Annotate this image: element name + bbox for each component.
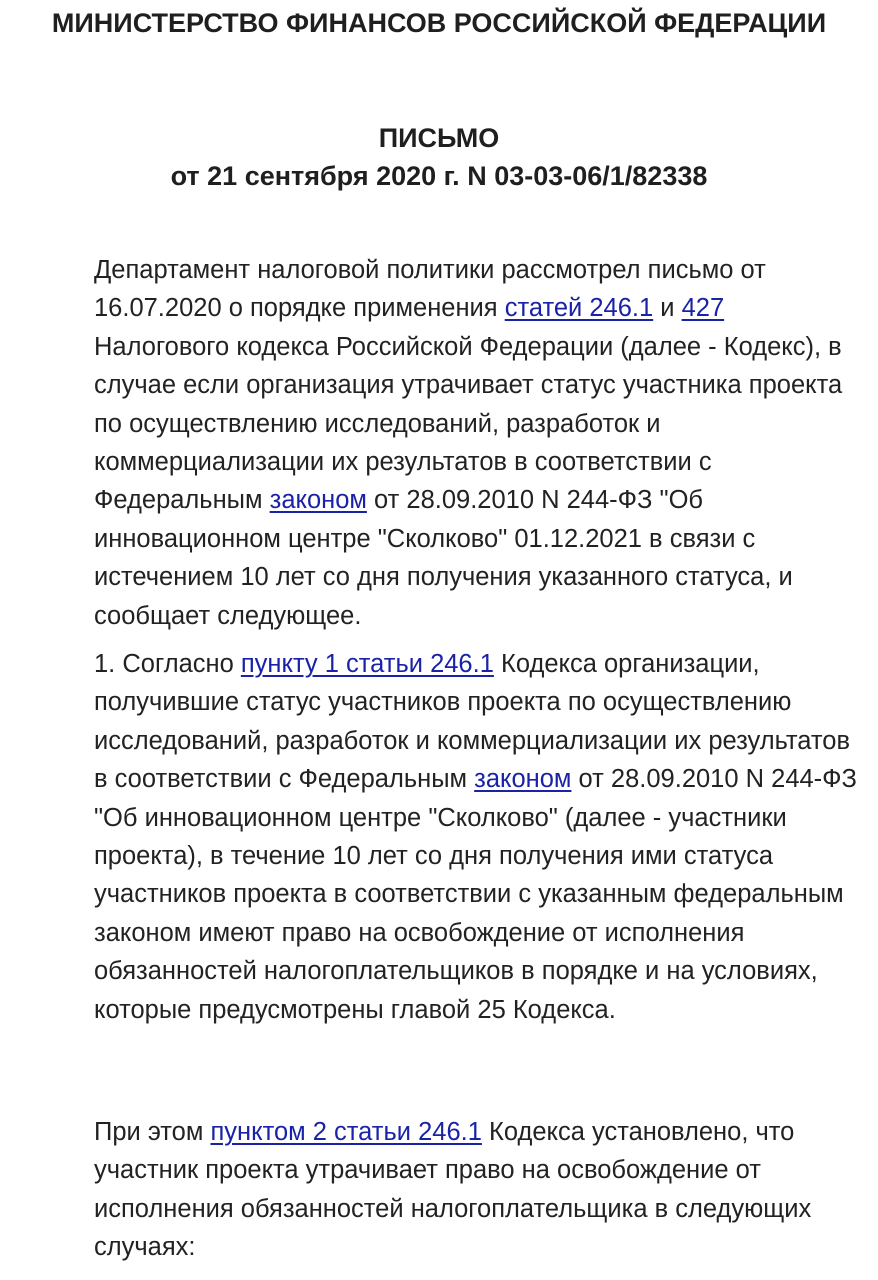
paragraph-text: и xyxy=(653,294,682,323)
link-federal-law[interactable]: законом xyxy=(269,486,367,515)
paragraph-text: Кодекса организации, получившие статус участников проекта по осуществлению исследований, разработок и коммерциализации их результатов в соответствии с Федеральным xyxy=(94,650,851,794)
ministry-title: МИНИСТЕРСТВО ФИНАНСОВ РОССИЙСКОЙ ФЕДЕРАЦИИ xyxy=(51,8,827,38)
paragraph-text: При этом xyxy=(94,1118,211,1146)
paragraph-intro xyxy=(94,251,866,635)
link-articles-246-1[interactable]: статей 246.1 xyxy=(504,294,654,323)
paragraph-text: Налогового кодекса Российской Федерации (далее - Кодекс), в случае если организация утрачивает статус участника проекта по осуществлению исследований, разработок и коммерциализации их результатов в соответствии с Федеральным xyxy=(94,332,843,515)
document-date-number: от 21 сентября 2020 г. N 03-03-06/1/82338 xyxy=(170,161,708,191)
paragraph-text: от 28.09.2010 N 244-ФЗ "Об инновационном центре "Сколково" 01.12.2021 в связи с истечением 10 лет со дня получения указанного статуса, и сообщает следующее. xyxy=(94,486,793,630)
paragraph-text: от 28.09.2010 N 244-ФЗ "Об инновационном центре "Сколково" (далее - участники проекта), в течение 10 лет со дня получения ими статуса участников проекта в соответствии с указанным федеральным законом имеют право на освобождение от исполнения обязанностей налогоплательщиков в порядке и на условиях, которые предусмотрены главой 25 Кодекса. xyxy=(94,765,857,1024)
link-federal-law[interactable]: законом xyxy=(474,765,572,794)
link-point-1-article-246-1[interactable]: пункту 1 статьи 246.1 xyxy=(240,650,494,678)
link-article-427[interactable]: 427 xyxy=(681,294,725,323)
document-type: ПИСЬМО xyxy=(378,123,500,153)
paragraph-text: Кодекса установлено, что участник проекта утрачивает право на освобождение от исполнения обязанностей налогоплательщика в следующих случаях: xyxy=(94,1118,812,1262)
paragraph-point-1 xyxy=(94,645,866,1029)
link-point-2-article-246-1[interactable]: пунктом 2 статьи 246.1 xyxy=(210,1118,482,1146)
paragraph-point-2 xyxy=(94,1113,866,1267)
paragraph-text: Департамент налоговой политики рассмотрел письмо от 16.07.2020 о порядке применения xyxy=(94,256,766,323)
paragraph-text: 1. Согласно xyxy=(94,650,241,678)
